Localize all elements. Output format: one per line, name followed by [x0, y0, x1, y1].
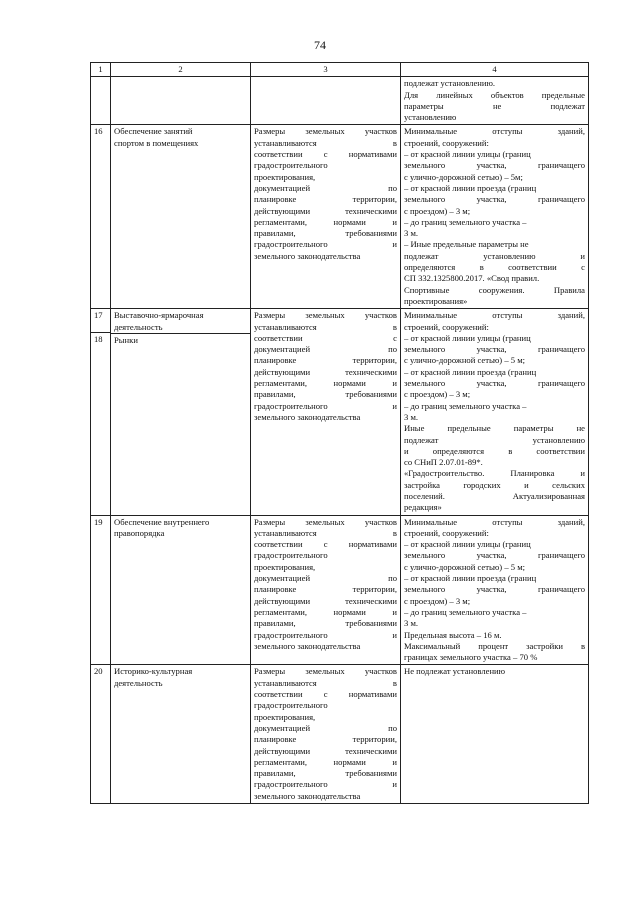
- usage-name-line: деятельность: [114, 321, 163, 332]
- usage-name-line: спортом в помещениях: [114, 137, 199, 148]
- parameters-cell: [401, 309, 589, 515]
- usage-name-cell: [111, 515, 251, 665]
- parameter-line: Минимальные отступы зданий,: [404, 516, 585, 527]
- land-size-line: градостроительного: [254, 700, 328, 711]
- row-number: 20: [91, 665, 111, 804]
- land-size-line: документацией по: [254, 573, 397, 584]
- parameter-line: Максимальный процент застройки в: [404, 640, 585, 651]
- usage-name-line: Обеспечение занятий: [114, 126, 193, 137]
- header-cell-3: 3: [251, 63, 401, 77]
- land-size-cell: [251, 125, 401, 309]
- land-size-line: проектирования,: [254, 711, 316, 722]
- parameter-line: 3 м.: [404, 618, 419, 629]
- parameter-line: земельного участка, граничащего: [404, 160, 585, 171]
- land-size-line: правилами, требованиями: [254, 389, 397, 400]
- parameter-line: «Градостроительство. Планировка и: [404, 468, 585, 479]
- parameter-line: – от красной линии улицы (границ: [404, 539, 531, 550]
- land-size-cell: [251, 665, 401, 804]
- parameter-line: подлежат установлению.: [404, 78, 496, 89]
- zoning-table: [90, 62, 589, 804]
- land-size-line: земельного законодательства: [254, 790, 361, 801]
- land-size-line: градостроительного и: [254, 400, 397, 411]
- land-size-line: земельного законодательства: [254, 411, 361, 422]
- land-size-line: Размеры земельных участков: [254, 666, 397, 677]
- table-row: [91, 77, 589, 125]
- parameter-line: подлежат установлению: [404, 434, 585, 445]
- parameter-line: с проездом) – 3 м;: [404, 205, 471, 216]
- land-size-line: Размеры земельных участков: [254, 516, 397, 527]
- land-size-line: регламентами, нормами и: [254, 378, 397, 389]
- row-number: [91, 77, 111, 125]
- land-size-line: соответствии с нормативами: [254, 539, 397, 550]
- parameter-line: – Иные предельные параметры не: [404, 239, 529, 250]
- land-size-line: правилами, требованиями: [254, 768, 397, 779]
- parameter-line: с улично-дорожной сетью) – 5 м;: [404, 355, 526, 366]
- land-size-line: устанавливаются в: [254, 137, 397, 148]
- parameter-line: земельного участка, граничащего: [404, 194, 585, 205]
- usage-name-line: Историко-культурная: [114, 666, 193, 677]
- land-size-line: проектирования,: [254, 561, 316, 572]
- parameter-line: с проездом) – 3 м;: [404, 389, 471, 400]
- row-number-17: 17: [94, 310, 103, 321]
- parameter-line: Иные предельные параметры не: [404, 423, 585, 434]
- parameter-line: – от красной линии улицы (границ: [404, 332, 531, 343]
- row-number: [91, 309, 111, 515]
- header-cell-1: 1: [91, 63, 111, 77]
- parameter-line: со СНиП 2.07.01-89*.: [404, 457, 483, 468]
- parameter-line: – от красной линии улицы (границ: [404, 149, 531, 160]
- page-number: 74: [314, 38, 326, 52]
- land-size-line: действующими техническими: [254, 205, 397, 216]
- land-size-line: планировке территории,: [254, 194, 397, 205]
- land-size-line: планировке территории,: [254, 734, 397, 745]
- parameter-line: поселений. Актуализированная: [404, 490, 585, 501]
- parameter-line: Предельная высота – 16 м.: [404, 629, 502, 640]
- land-size-line: земельного законодательства: [254, 640, 361, 651]
- land-size-line: действующими техническими: [254, 595, 397, 606]
- parameters-cell: [401, 665, 589, 804]
- row-number-18: 18: [91, 332, 110, 512]
- parameter-line: – до границ земельного участка –: [404, 606, 527, 617]
- land-size-line: регламентами, нормами и: [254, 216, 397, 227]
- header-row: [91, 63, 589, 77]
- land-size-line: планировке территории,: [254, 584, 397, 595]
- parameter-line: Для линейных объектов предельные: [404, 89, 585, 100]
- land-size-line: действующими техническими: [254, 745, 397, 756]
- parameter-line: 3 м.: [404, 228, 419, 239]
- parameter-line: с улично-дорожной сетью) – 5 м;: [404, 561, 526, 572]
- land-size-line: документацией по: [254, 344, 397, 355]
- usage-name-line: правопорядка: [114, 527, 165, 538]
- parameter-line: определяются в соответствии с: [404, 262, 585, 273]
- usage-name-cell: [111, 125, 251, 309]
- parameter-line: с проездом) – 3 м;: [404, 595, 471, 606]
- land-size-line: планировке территории,: [254, 355, 397, 366]
- parameters-cell: [401, 515, 589, 665]
- parameter-line: земельного участка, граничащего: [404, 550, 585, 561]
- parameter-line: Не подлежат установлению: [404, 666, 506, 677]
- land-size-line: действующими техническими: [254, 366, 397, 377]
- usage-name-18: Рынки: [111, 333, 250, 513]
- parameter-line: земельного участка, граничащего: [404, 378, 585, 389]
- land-size-line: градостроительного и: [254, 779, 397, 790]
- land-size-line: градостроительного и: [254, 629, 397, 640]
- parameters-cell: [401, 125, 589, 309]
- parameter-line: – до границ земельного участка –: [404, 216, 527, 227]
- land-size-line: правилами, требованиями: [254, 228, 397, 239]
- land-size-line: устанавливаются в: [254, 677, 397, 688]
- usage-name-cell: [111, 309, 251, 515]
- table-row: [91, 665, 589, 804]
- parameter-line: – от красной линии проезда (границ: [404, 573, 537, 584]
- usage-name-line: Выставочно-ярмарочная: [114, 310, 204, 321]
- row-number: 16: [91, 125, 111, 309]
- header-cell-4: 4: [401, 63, 589, 77]
- usage-name-line: деятельность: [114, 677, 163, 688]
- parameters-cell: [401, 77, 589, 125]
- parameter-line: параметры не подлежат: [404, 100, 585, 111]
- land-size-cell: [251, 77, 401, 125]
- parameter-line: проектирования»: [404, 295, 468, 306]
- parameter-line: границах земельного участка – 70 %: [404, 652, 538, 663]
- parameter-line: 3 м.: [404, 411, 419, 422]
- parameter-line: установлению: [404, 112, 457, 123]
- land-size-line: устанавливаются в: [254, 527, 397, 538]
- parameter-line: СП 332.1325800.2017. «Свод правил.: [404, 273, 540, 284]
- parameter-line: и определяются в соответствии: [404, 445, 585, 456]
- land-size-line: Размеры земельных участков: [254, 126, 397, 137]
- land-size-line: соответствии с: [254, 332, 397, 343]
- land-size-line: градостроительного: [254, 550, 328, 561]
- parameter-line: – до границ земельного участка –: [404, 400, 527, 411]
- parameter-line: Спортивные сооружения. Правила: [404, 284, 585, 295]
- parameter-line: строений, сооружений:: [404, 137, 489, 148]
- parameter-line: застройка городских и сельских: [404, 479, 585, 490]
- land-size-line: соответствии с нормативами: [254, 149, 397, 160]
- header-cell-2: 2: [111, 63, 251, 77]
- table-row: [91, 515, 589, 665]
- parameter-line: подлежат установлению и: [404, 250, 585, 261]
- table-row: [91, 309, 589, 515]
- table-row: [91, 125, 589, 309]
- land-size-line: правилами, требованиями: [254, 618, 397, 629]
- parameter-line: Минимальные отступы зданий,: [404, 126, 585, 137]
- land-size-line: регламентами, нормами и: [254, 606, 397, 617]
- land-size-line: регламентами, нормами и: [254, 756, 397, 767]
- parameter-line: редакция»: [404, 502, 442, 513]
- parameter-line: – от красной линии проезда (границ: [404, 182, 537, 193]
- land-size-line: соответствии с нормативами: [254, 689, 397, 700]
- parameter-line: Минимальные отступы зданий,: [404, 310, 585, 321]
- land-size-cell: [251, 515, 401, 665]
- land-size-line: Размеры земельных участков: [254, 310, 397, 321]
- row-number: 19: [91, 515, 111, 665]
- usage-name-line: Обеспечение внутреннего: [114, 516, 210, 527]
- land-size-line: земельного законодательства: [254, 250, 361, 261]
- land-size-line: устанавливаются в: [254, 321, 397, 332]
- parameter-line: строений, сооружений:: [404, 321, 489, 332]
- land-size-line: проектирования,: [254, 171, 316, 182]
- land-size-line: градостроительного и: [254, 239, 397, 250]
- parameter-line: земельного участка, граничащего: [404, 344, 585, 355]
- land-size-line: документацией по: [254, 182, 397, 193]
- usage-name-cell: [111, 665, 251, 804]
- parameter-line: – от красной линии проезда (границ: [404, 366, 537, 377]
- parameter-line: с улично-дорожной сетью) – 5м;: [404, 171, 523, 182]
- land-size-cell: [251, 309, 401, 515]
- parameter-line: земельного участка, граничащего: [404, 584, 585, 595]
- parameter-line: строений, сооружений:: [404, 527, 489, 538]
- land-size-line: градостроительного: [254, 160, 328, 171]
- usage-name-cell: [111, 77, 251, 125]
- land-size-line: документацией по: [254, 722, 397, 733]
